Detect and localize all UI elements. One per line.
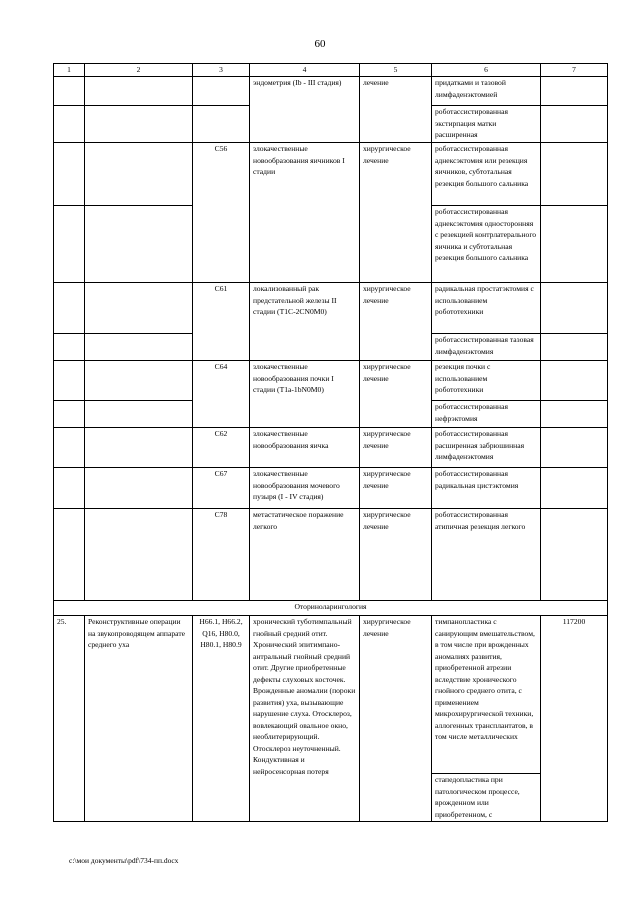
code-cell: H66.1, H66.2, Q16, H80.0, H80.1, H80.9 <box>193 616 250 822</box>
diagnosis-cell: хронический туботимпальный гнойный средний отит. Хронический эпитимпано-антральный гнойный средний отит. Другие приобретенные дефекты слуховых косточек. Врожденные аномалии (пороки развития) уха, вызывающие нарушение слуха. Отосклероз, вовлекающий овальное окно, необлитерирующий. Отосклероз неуточненный. Кондуктивная и нейросенсорная потеря <box>250 616 360 822</box>
table-row <box>54 468 608 509</box>
method-cell: роботассистированная расширенная забрюшинная лимфаденэктомия <box>432 428 541 468</box>
method-cell: роботассистированная аднексэктомия или резекция яичников, субтотальная резекция большого сальника <box>432 143 541 206</box>
treatment-type-cell: хирургическое лечение <box>360 361 432 428</box>
treatment-type-cell: хирургическое лечение <box>360 428 432 468</box>
amount-cell: 117200 <box>541 616 608 822</box>
method-cell: роботассистированная нефрэктомия <box>432 401 541 428</box>
header-col-4: 4 <box>250 64 360 77</box>
diagnosis-cell: локализованный рак предстательной железы II стадии (T1C-2CN0M0) <box>250 283 360 361</box>
page-number: 60 <box>314 38 326 50</box>
header-col-2: 2 <box>85 64 193 77</box>
code-cell: C56 <box>193 143 250 283</box>
treatment-type-cell: хирургическое лечение <box>360 509 432 601</box>
method-cell: резекция почки с использованием робототехники <box>432 361 541 401</box>
table-row <box>54 428 608 468</box>
method-cell: роботассистированная аднексэктомия односторонняя с резекцией контрлатерального яичника и субтотальная резекция большого сальника <box>432 206 541 283</box>
treatment-type-cell: хирургическое лечение <box>360 143 432 283</box>
row-number-cell: 25. <box>54 616 85 822</box>
treatment-type-cell: хирургическое лечение <box>360 468 432 509</box>
diagnosis-cell: метастатическое поражение легкого <box>250 509 360 601</box>
section-row <box>54 601 608 616</box>
method-cell: роботассистированная радикальная цистэктомия <box>432 468 541 509</box>
method-cell: тимпанопластика с санирующим вмешательством, в том числе при врожденных аномалиях развития, приобретенной атрезии вследствие хронического гнойного среднего отита, с применением микрохирургической техники, аллогенных трансплантатов, в том числе металлических <box>432 616 541 774</box>
code-cell: C78 <box>193 509 250 601</box>
diagnosis-cell: злокачественные новообразования мочевого пузыря (I - IV стадия) <box>250 468 360 509</box>
method-cell: роботассистированная экстирпация матки расширенная <box>432 106 541 143</box>
code-cell: C61 <box>193 283 250 361</box>
diagnosis-cell: злокачественные новообразования яичка <box>250 428 360 468</box>
diagnosis-cell: злокачественные новообразования почки I стадии (T1a-1bN0M0) <box>250 361 360 428</box>
method-cell: стапедопластика при патологическом процессе, врожденном или приобретенном, с <box>432 774 541 822</box>
code-cell: C67 <box>193 468 250 509</box>
header-col-3: 3 <box>193 64 250 77</box>
table-row <box>54 509 608 601</box>
services-table <box>53 63 608 822</box>
header-col-5: 5 <box>360 64 432 77</box>
code-cell: C64 <box>193 361 250 428</box>
treatment-type-cell: хирургическое лечение <box>360 616 432 822</box>
diagnosis-cell: эндометрия (Ib - III стадия) <box>250 77 360 143</box>
file-path-footer: c:\мои документы\pdf\734-пп.docx <box>69 856 179 865</box>
treatment-type-cell: лечение <box>360 77 432 143</box>
table-row <box>54 616 608 774</box>
method-cell: роботассистированная тазовая лимфаденэктомия <box>432 334 541 361</box>
method-cell: придатками и тазовой лимфаденэктомией <box>432 77 541 106</box>
service-name-cell: Реконструктивные операции на звукопроводящем аппарате среднего уха <box>85 616 193 822</box>
header-col-1: 1 <box>54 64 85 77</box>
table-row <box>54 283 608 334</box>
treatment-type-cell: хирургическое лечение <box>360 283 432 361</box>
header-col-7: 7 <box>541 64 608 77</box>
method-cell: роботассистированная атипичная резекция легкого <box>432 509 541 601</box>
table-row <box>54 361 608 401</box>
table-row <box>54 143 608 206</box>
header-col-6: 6 <box>432 64 541 77</box>
section-title: Оториноларингология <box>54 601 608 616</box>
header-row <box>54 64 608 77</box>
code-cell: C62 <box>193 428 250 468</box>
method-cell: радикальная простатэктомия с использованием робототехники <box>432 283 541 334</box>
table-row <box>54 77 608 106</box>
diagnosis-cell: злокачественные новообразования яичников I стадии <box>250 143 360 283</box>
